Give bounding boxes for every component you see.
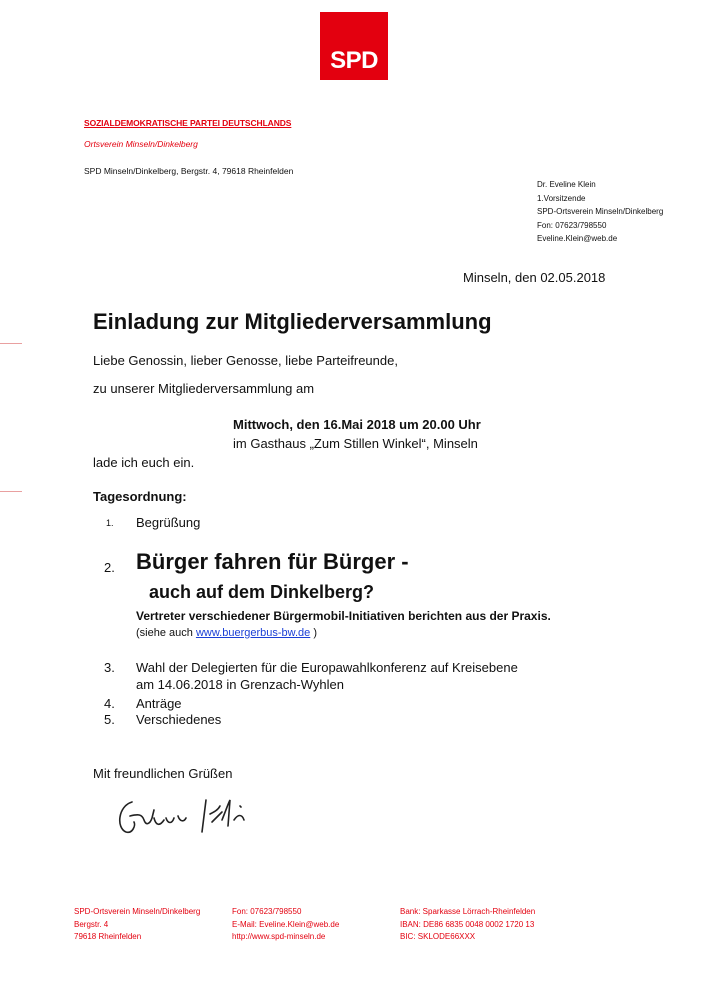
agenda-item-5: Verschiedenes: [136, 712, 222, 727]
footer-street: Bergstr. 4: [74, 919, 109, 929]
page-title: Einladung zur Mitgliederversammlung: [93, 309, 492, 334]
sender-address-line: SPD Minseln/Dinkelberg, Bergstr. 4, 79618 Rheinfelden: [84, 166, 294, 176]
party-name: SOZIALDEMOKRATISCHE PARTEI DEUTSCHLANDS: [84, 118, 292, 128]
footer-bank: [400, 906, 535, 944]
signature: [110, 792, 270, 840]
punch-mark: [0, 491, 22, 492]
note-suffix: ): [310, 627, 318, 639]
footer-city: 79618 Rheinfelden: [74, 932, 142, 941]
agenda-item-4: Anträge: [136, 696, 182, 711]
ortsverein-name: Ortsverein Minseln/Dinkelberg: [84, 139, 198, 149]
footer-bank-name: Bank: Sparkasse Lörrach-Rheinfelden: [400, 907, 536, 916]
spd-logo: [320, 12, 388, 80]
footer-bic: BIC: SKLODE66XXX: [400, 932, 476, 941]
date-line: Minseln, den 02.05.2018: [463, 270, 606, 285]
contact-org: SPD-Ortsverein Minseln/Dinkelberg: [537, 207, 664, 216]
agenda-item-2-title: Bürger fahren für Bürger -: [136, 549, 409, 574]
agenda-item-2-note: [136, 627, 317, 639]
agenda-item-3-line1: Wahl der Delegierten für die Europawahlkonferenz auf Kreisebene: [136, 660, 518, 675]
contact-email: Eveline.Klein@web.de: [537, 234, 618, 243]
fold-mark: [0, 343, 22, 344]
agenda-heading: Tagesordnung:: [93, 489, 187, 504]
agenda-item-2-description: Vertreter verschiedener Bürgermobil-Initiativen berichten aus der Praxis.: [136, 609, 551, 623]
closing-invite: lade ich euch ein.: [93, 455, 195, 470]
footer-email: E-Mail: Eveline.Klein@web.de: [232, 919, 340, 929]
agenda-item-number: 3.: [104, 660, 115, 675]
footer-iban: IBAN: DE86 6835 0048 0002 1720 13: [400, 919, 535, 929]
footer-contact: [232, 906, 339, 944]
footer-address: [74, 906, 200, 944]
contact-phone: Fon: 07623/798550: [537, 220, 607, 230]
contact-block: [537, 178, 663, 246]
agenda-item-number: 5.: [104, 712, 115, 727]
closing-regards: Mit freundlichen Grüßen: [93, 766, 233, 781]
agenda-item-2-subtitle: auch auf dem Dinkelberg?: [149, 582, 375, 602]
footer-org: SPD-Ortsverein Minseln/Dinkelberg: [74, 907, 201, 916]
footer-phone: Fon: 07623/798550: [232, 907, 302, 916]
buergerbus-link[interactable]: www.buergerbus-bw.de: [195, 627, 311, 639]
agenda-item-number: 4.: [104, 696, 115, 711]
note-prefix: (siehe auch: [136, 627, 196, 639]
agenda-item-number: 2.: [104, 560, 115, 575]
contact-name: Dr. Eveline Klein: [537, 180, 596, 189]
agenda-item-number: 1.: [106, 518, 114, 528]
footer-website: http://www.spd-minseln.de: [232, 932, 326, 941]
intro-text: zu unserer Mitgliederversammlung am: [93, 381, 315, 396]
meeting-place: im Gasthaus „Zum Stillen Winkel“, Minseln: [233, 436, 478, 451]
contact-role: 1.Vorsitzende: [537, 193, 586, 203]
logo-text: SPD: [330, 47, 378, 74]
agenda-item-3-line2: am 14.06.2018 in Grenzach-Wyhlen: [136, 677, 344, 692]
greeting: Liebe Genossin, lieber Genosse, liebe Parteifreunde,: [93, 353, 398, 368]
agenda-item-1: Begrüßung: [136, 515, 201, 530]
meeting-date: Mittwoch, den 16.Mai 2018 um 20.00 Uhr: [233, 417, 481, 432]
